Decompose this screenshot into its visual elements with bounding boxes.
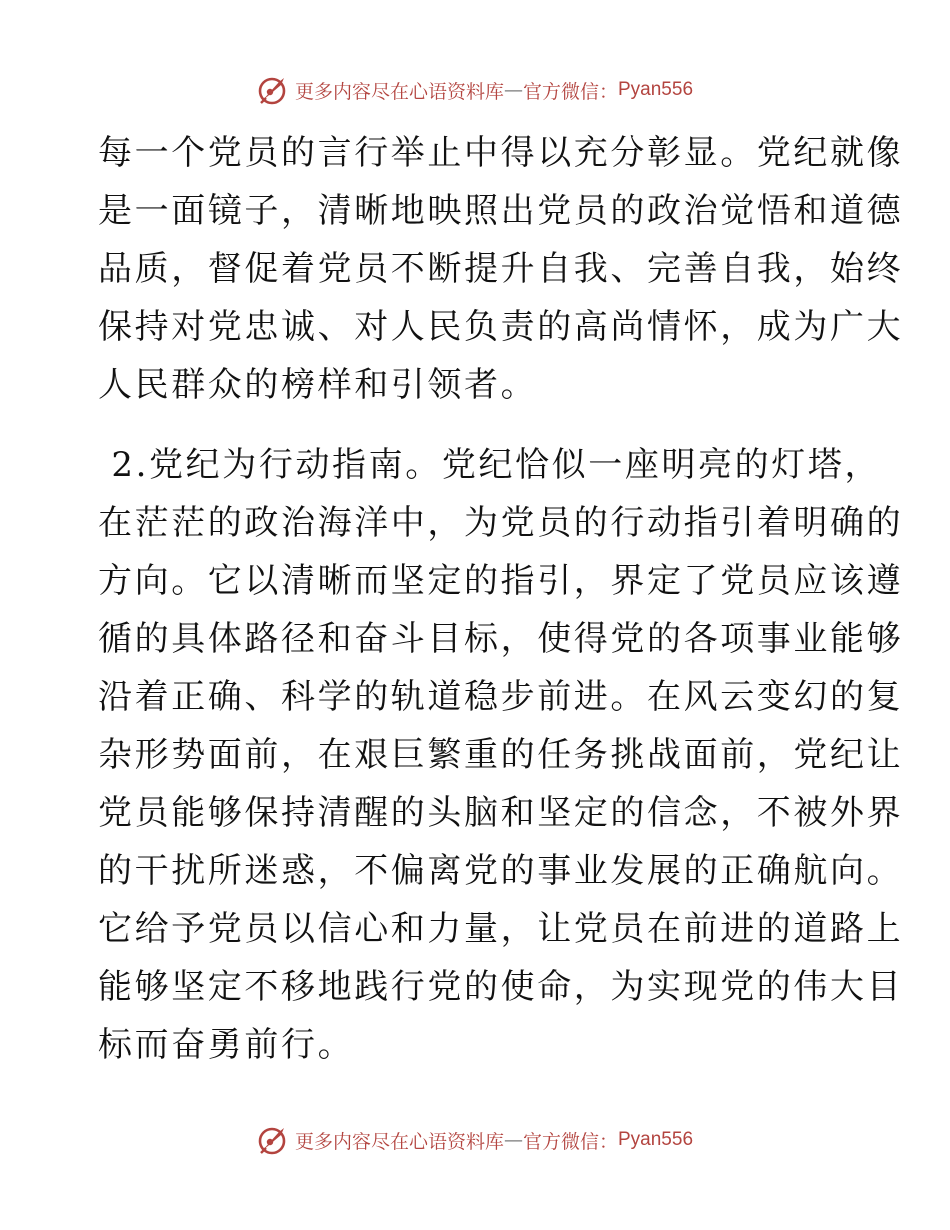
banner-wechat-id: Pyan556	[618, 79, 694, 100]
text-line: 的干扰所迷惑，不偏离党的事业发展的正确航向。	[98, 851, 904, 891]
text-line: 保持对党忠诚、对人民负责的高尚情怀，成为广大	[98, 307, 904, 347]
text-line: 沿着正确、科学的轨道稳步前进。在风云变幻的复	[98, 677, 904, 717]
text-line: 循的具体路径和奋斗目标，使得党的各项事业能够	[98, 619, 904, 659]
text-line: 在茫茫的政治海洋中，为党员的行动指引着明确的	[98, 503, 904, 543]
header-banner	[0, 70, 950, 110]
banner-official-label: 官方微信：	[522, 1130, 618, 1153]
banner-wechat-id: Pyan556	[618, 1129, 694, 1150]
text-line: 人民群众的榜样和引领者。	[98, 365, 538, 405]
banner-slogan: 更多内容尽在心语资料库	[294, 1130, 504, 1153]
document-body	[98, 124, 904, 1074]
footer-banner	[0, 1120, 950, 1160]
brush-quill-logo-icon	[257, 1124, 289, 1156]
text-line: 是一面镜子，清晰地映照出党员的政治觉悟和道德	[98, 191, 904, 231]
text-line: 品质，督促着党员不断提升自我、完善自我，始终	[98, 249, 904, 289]
text-line: 它给予党员以信心和力量，让党员在前进的道路上	[98, 909, 904, 949]
banner-slogan: 更多内容尽在心语资料库	[294, 80, 504, 103]
text-line: 方向。它以清晰而坚定的指引，界定了党员应该遵	[98, 561, 904, 601]
paragraph-discipline-guide	[98, 436, 904, 1074]
text-line: 杂形势面前，在艰巨繁重的任务挑战面前，党纪让	[98, 735, 904, 775]
text-line: 每一个党员的言行举止中得以充分彰显。党纪就像	[98, 133, 904, 173]
paragraph-discipline-mirror	[98, 124, 904, 414]
banner-separator: —	[503, 1129, 523, 1151]
text-line: 党员能够保持清醒的头脑和坚定的信念，不被外界	[98, 793, 904, 833]
text-line: 能够坚定不移地践行党的使命，为实现党的伟大目	[98, 967, 904, 1007]
text-line: 标而奋勇前行。	[98, 1025, 355, 1065]
text-line: 2.党纪为行动指南。党纪恰似一座明亮的灯塔，	[98, 445, 882, 485]
brush-quill-logo-icon	[257, 74, 289, 106]
banner-separator: —	[503, 79, 523, 101]
banner-official-label: 官方微信：	[522, 80, 618, 103]
